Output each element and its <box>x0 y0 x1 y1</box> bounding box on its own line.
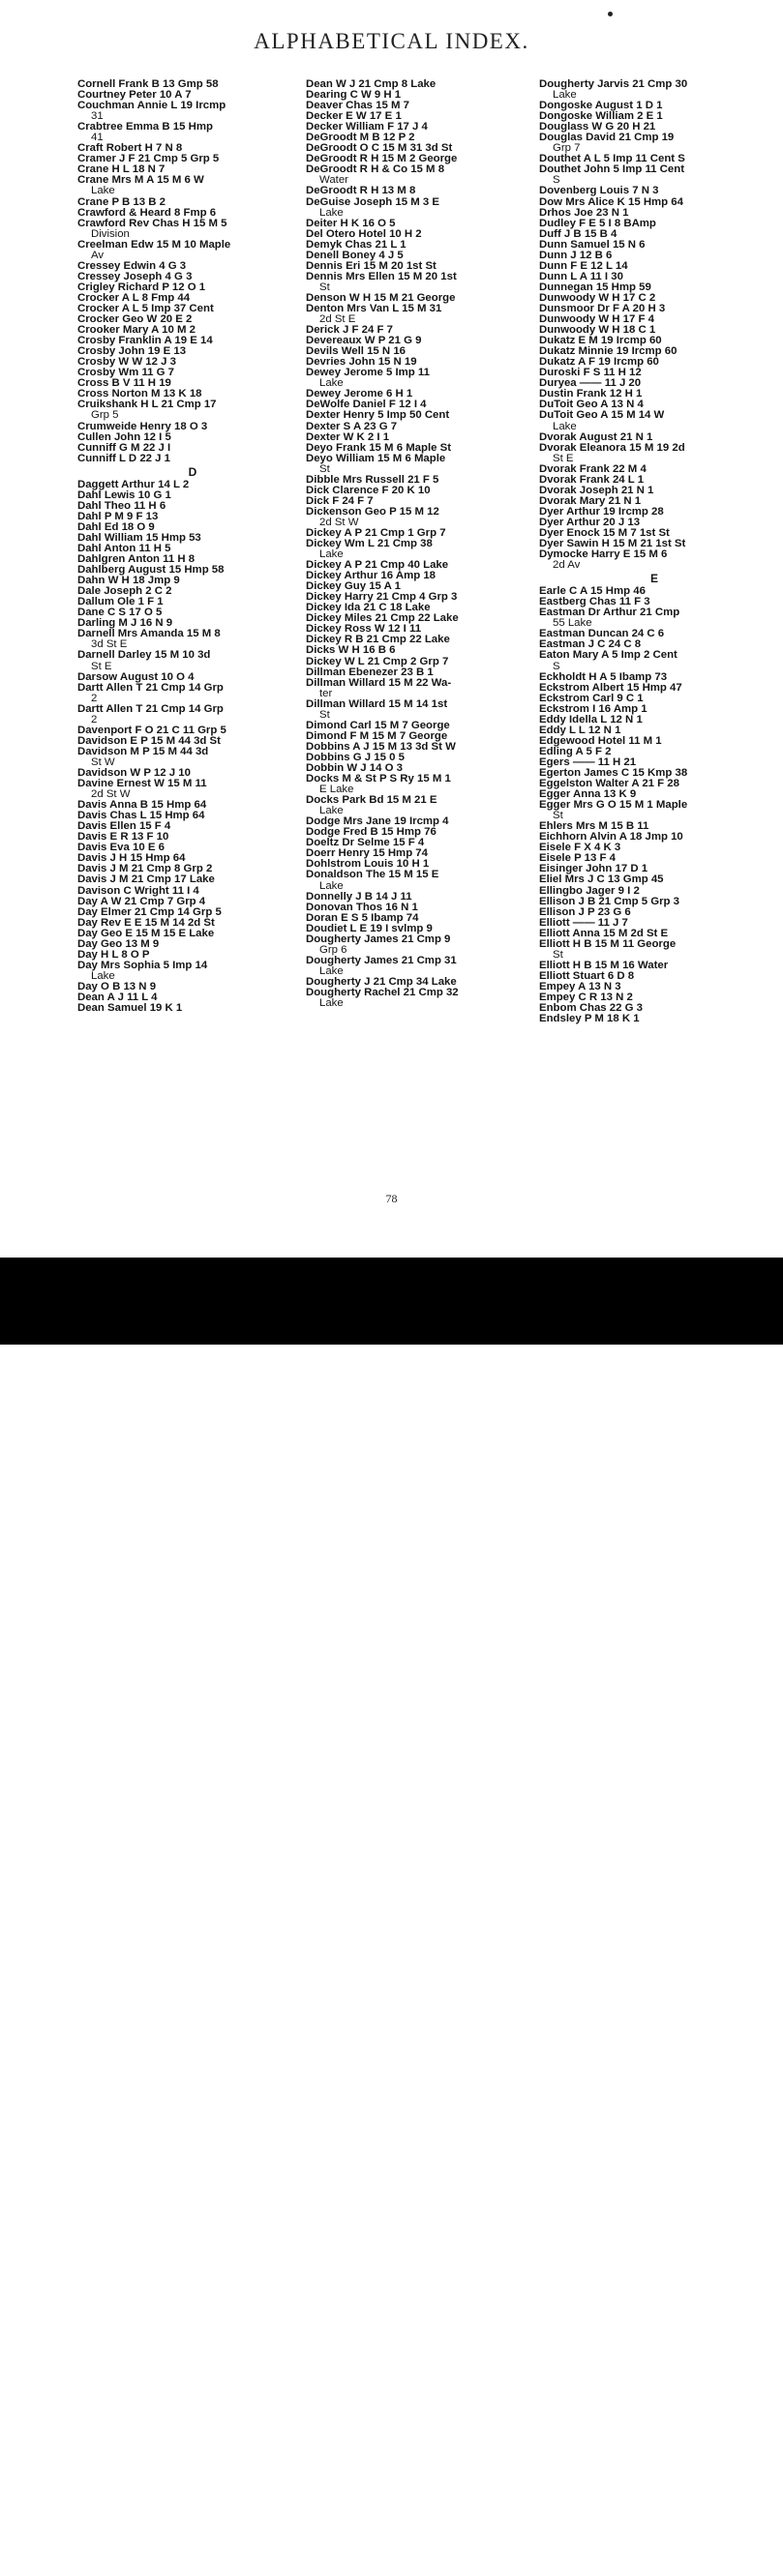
index-entry: Duryea —— 11 J 20 <box>539 378 642 390</box>
index-entry: Dickey W L 21 Cmp 2 Grp 7 <box>306 656 449 667</box>
index-entry: Cruikshank H L 21 Cmp 17 <box>77 400 217 411</box>
index-entry: DeWolfe Daniel F 12 I 4 <box>306 400 427 411</box>
index-entry: Elliott Anna 15 M 2d St E <box>539 928 669 939</box>
index-entry: Dahl Theo 11 H 6 <box>77 500 166 512</box>
index-entry: Dallum Ole 1 F 1 <box>77 597 164 608</box>
index-entry: DeGuise Joseph 15 M 3 E <box>306 196 440 208</box>
index-entry: Cressey Edwin 4 G 3 <box>77 260 187 272</box>
index-entry: Dimond Carl 15 M 7 George <box>306 720 450 731</box>
index-entry: Dane C S 17 O 5 <box>77 607 163 619</box>
index-entry: Dickey Ida 21 C 18 Lake <box>306 603 431 614</box>
index-entry: Dale Joseph 2 C 2 <box>77 586 172 598</box>
index-entry: Egers —— 11 H 21 <box>539 756 637 768</box>
index-entry: Eddy Idella L 12 N 1 <box>539 714 643 725</box>
index-entry: Dexter S A 23 G 7 <box>306 421 398 432</box>
index-entry: Dartt Allen T 21 Cmp 14 Grp <box>77 682 224 694</box>
index-entry-continuation: 55 Lake <box>553 618 592 630</box>
index-entry: Cramer J F 21 Cmp 5 Grp 5 <box>77 154 220 165</box>
index-entry: Dibble Mrs Russell 21 F 5 <box>306 474 439 486</box>
index-entry-continuation: 2d St W <box>319 517 359 528</box>
index-entry: Dexter W K 2 I 1 <box>306 431 390 443</box>
index-entry: Eastman Dr Arthur 21 Cmp <box>539 607 680 619</box>
index-entry: Douthet John 5 Imp 11 Cent <box>539 164 684 176</box>
index-entry: Dickey A P 21 Cmp 40 Lake <box>306 560 449 572</box>
index-entry: Dunnegan 15 Hmp 59 <box>539 281 651 293</box>
index-entry: DuToit Geo A 15 M 14 W <box>539 410 665 422</box>
index-entry: Duroski F S 11 H 12 <box>539 368 642 379</box>
index-entry: Crawford Rev Chas H 15 M 5 <box>77 218 227 229</box>
index-page <box>0 0 783 1258</box>
index-entry-continuation: Lake <box>319 806 344 817</box>
index-entry: Dougherty Jarvis 21 Cmp 30 <box>539 79 688 90</box>
index-entry: Doudiet L E 19 I svlmp 9 <box>306 923 433 934</box>
index-entry: Douthet A L 5 Imp 11 Cent S <box>539 154 685 165</box>
index-entry: Crane P B 13 B 2 <box>77 196 166 208</box>
index-entry: Couchman Annie L 19 Ircmp <box>77 101 226 112</box>
index-entry: Elliott Stuart 6 D 8 <box>539 970 635 982</box>
index-entry: Davine Ernest W 15 M 11 <box>77 779 207 790</box>
index-entry: Dunn J 12 B 6 <box>539 250 613 261</box>
index-entry: Drhos Joe 23 N 1 <box>539 207 629 219</box>
index-entry: Dahl P M 9 F 13 <box>77 511 159 522</box>
index-entry: Douglas David 21 Cmp 19 <box>539 133 675 144</box>
index-entry: Dvorak Frank 22 M 4 <box>539 463 647 475</box>
index-entry: Doeltz Dr Selme 15 F 4 <box>306 838 425 849</box>
index-entry: Davison C Wright 11 I 4 <box>77 885 199 897</box>
index-entry: Davis E R 13 F 10 <box>77 832 169 844</box>
index-entry: Cressey Joseph 4 G 3 <box>77 271 193 282</box>
index-entry: Cunniff G M 22 J I <box>77 442 171 454</box>
index-entry: Dean A J 11 L 4 <box>77 992 158 1003</box>
index-entry: Dukatz Minnie 19 Ircmp 60 <box>539 346 678 358</box>
index-entry: Dickey Wm L 21 Cmp 38 <box>306 539 433 550</box>
index-entry: Ellingbo Jager 9 I 2 <box>539 885 640 897</box>
index-entry: Davidson W P 12 J 10 <box>77 768 191 779</box>
index-entry-continuation: 2 <box>91 693 98 704</box>
index-entry: Davidson M P 15 M 44 3d <box>77 746 209 757</box>
index-entry: Crosby W W 12 J 3 <box>77 357 176 369</box>
index-entry: Day H L 8 O P <box>77 949 150 961</box>
index-entry: Docks M & St P S Ry 15 M 1 <box>306 774 451 785</box>
index-entry: Creelman Edw 15 M 10 Maple <box>77 239 231 251</box>
index-entry: Eisele F X 4 K 3 <box>539 843 621 854</box>
index-entry: Davis Eva 10 E 6 <box>77 843 165 854</box>
index-entry: Dexter Henry 5 Imp 50 Cent <box>306 410 450 422</box>
index-entry: Douglass W G 20 H 21 <box>539 122 656 133</box>
index-entry: Deyo William 15 M 6 Maple <box>306 453 446 464</box>
index-entry: Davenport F O 21 C 11 Grp 5 <box>77 725 226 736</box>
index-entry: Dahl William 15 Hmp 53 <box>77 532 201 544</box>
index-entry: DeGroodt O C 15 M 31 3d St <box>306 143 453 155</box>
index-entry-continuation: Lake <box>553 90 577 102</box>
index-entry: Devries John 15 N 19 <box>306 357 417 369</box>
index-entry-continuation: St E <box>553 453 574 464</box>
index-entry: Enbom Chas 22 G 3 <box>539 1003 643 1015</box>
page-number: 78 <box>385 1192 398 1205</box>
index-entry: Day Geo 13 M 9 <box>77 938 160 950</box>
index-entry: Craft Robert H 7 N 8 <box>77 143 183 155</box>
index-entry-continuation: 3d St E <box>91 639 128 651</box>
index-entry: Dvorak Joseph 21 N 1 <box>539 485 654 496</box>
index-entry: Eckstrom I 16 Amp 1 <box>539 703 647 715</box>
index-entry: Dyer Arthur 19 Ircmp 28 <box>539 506 664 518</box>
index-entry: Deyo Frank 15 M 6 Maple St <box>306 442 452 454</box>
index-entry: Doran E S 5 Ibamp 74 <box>306 912 419 924</box>
index-entry: Davidson E P 15 M 44 3d St <box>77 735 221 747</box>
index-entry: Dahl Anton 11 H 5 <box>77 544 171 555</box>
index-entry: Crocker A L 8 Fmp 44 <box>77 292 191 304</box>
index-entry: Davis J M 21 Cmp 17 Lake <box>77 874 215 886</box>
index-entry-continuation: S <box>553 175 560 187</box>
index-column-2 <box>306 79 536 1009</box>
index-entry: Decker William F 17 J 4 <box>306 122 428 133</box>
section-letter: D <box>188 464 197 479</box>
index-entry: Dunn F E 12 L 14 <box>539 260 628 272</box>
index-entry: Davis Chas L 15 Hmp 64 <box>77 811 205 822</box>
index-entry: DeGroodt M B 12 P 2 <box>306 133 415 144</box>
index-entry: Dennis Eri 15 M 20 1st St <box>306 260 437 272</box>
index-entry: Dunn L A 11 I 30 <box>539 271 623 282</box>
index-entry: Dovenberg Louis 7 N 3 <box>539 186 659 197</box>
index-entry: Elliott H B 15 M 16 Water <box>539 960 669 971</box>
index-entry: Dennis Mrs Ellen 15 M 20 1st <box>306 271 457 282</box>
index-entry: Edgewood Hotel 11 M 1 <box>539 735 662 747</box>
index-entry: Cross B V 11 H 19 <box>77 378 171 390</box>
index-entry: Dickey R B 21 Cmp 22 Lake <box>306 635 450 646</box>
index-entry: Day Rev E E 15 M 14 2d St <box>77 917 215 929</box>
index-entry-continuation: Lake <box>319 378 344 390</box>
index-entry: Dukatz A F 19 Ircmp 60 <box>539 357 659 369</box>
index-entry: Eggelston Walter A 21 F 28 <box>539 779 679 790</box>
index-entry: Eastberg Chas 11 F 3 <box>539 597 650 608</box>
index-entry: Dvorak August 21 N 1 <box>539 431 653 443</box>
index-entry: Dimond F M 15 M 7 George <box>306 730 448 742</box>
index-entry: Dahl Ed 18 O 9 <box>77 521 155 533</box>
index-entry: Devils Well 15 N 16 <box>306 346 406 358</box>
index-entry: Crawford & Heard 8 Fmp 6 <box>77 207 217 219</box>
index-entry: Docks Park Bd 15 M 21 E <box>306 795 437 807</box>
index-entry: Dyer Enock 15 M 7 1st St <box>539 527 670 539</box>
ink-dot <box>608 12 613 16</box>
image-id-block <box>647 2540 744 2567</box>
index-entry-continuation: St <box>553 811 563 822</box>
index-entry: Dick Clarence F 20 K 10 <box>306 485 431 496</box>
index-entry-continuation: 41 <box>91 133 104 144</box>
index-entry-continuation: E Lake <box>319 785 354 796</box>
watermark-bar <box>0 1258 783 2575</box>
index-entry: Dougherty Rachel 21 Cmp 32 <box>306 987 459 998</box>
index-entry: Eisinger John 17 D 1 <box>539 864 648 875</box>
section-letter: E <box>649 572 658 586</box>
index-entry: Dodge Mrs Jane 19 Ircmp 4 <box>306 816 449 828</box>
index-entry: Crigley Richard P 12 O 1 <box>77 281 206 293</box>
index-entry: Dewey Jerome 6 H 1 <box>306 389 413 400</box>
index-entry: Deiter H K 16 O 5 <box>306 218 396 229</box>
index-entry-continuation: St <box>319 709 330 721</box>
index-entry: Dougherty James 21 Cmp 9 <box>306 933 451 945</box>
index-entry: Dodge Fred B 15 Hmp 76 <box>306 827 437 839</box>
index-entry: Donnelly J B 14 J 11 <box>306 891 412 903</box>
index-entry: Dickenson Geo P 15 M 12 <box>306 506 439 518</box>
alamy-logo: alamy <box>29 2532 135 2575</box>
index-entry: Cornell Frank B 13 Gmp 58 <box>77 79 219 90</box>
index-entry: Eichhorn Alvin A 18 Jmp 10 <box>539 832 683 844</box>
index-entry: Earle C A 15 Hmp 46 <box>539 586 646 598</box>
image-id: Image ID: 3AR0TPG <box>647 2541 744 2553</box>
index-entry: Dobbins G J 15 0 5 <box>306 752 405 763</box>
index-entry: Dickey Miles 21 Cmp 22 Lake <box>306 613 459 625</box>
index-entry-continuation: 2d Av <box>553 560 581 572</box>
index-entry: Crumweide Henry 18 O 3 <box>77 421 208 432</box>
index-entry: Crocker Geo W 20 E 2 <box>77 314 193 326</box>
index-entry: Darnell Darley 15 M 10 3d <box>77 650 211 662</box>
index-entry: Elliott —— 11 J 7 <box>539 917 628 929</box>
index-entry: Eaton Mary A 5 Imp 2 Cent <box>539 650 678 662</box>
index-entry: Ellison J B 21 Cmp 5 Grp 3 <box>539 896 679 907</box>
index-entry-continuation: S <box>553 661 560 672</box>
index-entry: Ellison J P 23 G 6 <box>539 906 631 918</box>
index-entry: Dicks W H 16 B 6 <box>306 645 396 657</box>
index-entry: Dean Samuel 19 K 1 <box>77 1003 183 1015</box>
index-entry-continuation: Lake <box>319 998 344 1010</box>
index-entry-continuation: St <box>553 949 563 961</box>
index-entry: Crosby Wm 11 G 7 <box>77 368 175 379</box>
index-entry: Dahl Lewis 10 G 1 <box>77 489 171 501</box>
index-entry: Eckholdt H A 5 Ibamp 73 <box>539 671 668 683</box>
index-entry: Dillman Ebenezer 23 B 1 <box>306 666 434 678</box>
index-entry-continuation: St W <box>91 756 115 768</box>
index-entry-continuation: 2 <box>91 714 98 725</box>
index-entry-continuation: St E <box>91 661 112 672</box>
index-entry-continuation: 2d St E <box>319 314 356 326</box>
index-entry: Donovan Thos 16 N 1 <box>306 902 418 913</box>
index-entry-continuation: Lake <box>319 549 344 561</box>
index-entry-continuation: Lake <box>91 970 115 982</box>
index-entry: Dohlstrom Louis 10 H 1 <box>306 859 430 871</box>
index-entry: Eastman Duncan 24 C 6 <box>539 629 665 640</box>
index-entry-continuation: 31 <box>91 111 104 123</box>
index-entry: Dahlberg August 15 Hmp 58 <box>77 565 225 577</box>
index-entry: Duff J B 15 B 4 <box>539 228 617 240</box>
index-entry: Darnell Mrs Amanda 15 M 8 <box>77 629 221 640</box>
index-entry: Empey A 13 N 3 <box>539 981 621 992</box>
index-entry: Edling A 5 F 2 <box>539 746 612 757</box>
index-entry: Crosby John 19 E 13 <box>77 346 187 358</box>
index-entry: Del Otero Hotel 10 H 2 <box>306 228 422 240</box>
index-entry: Dickey Arthur 16 Amp 18 <box>306 571 436 582</box>
index-entry: Denson W H 15 M 21 George <box>306 292 456 304</box>
index-entry: Dow Mrs Alice K 15 Hmp 64 <box>539 196 683 208</box>
index-entry: Dunwoody W H 18 C 1 <box>539 325 656 337</box>
index-entry: Day Mrs Sophia 5 Imp 14 <box>77 960 208 971</box>
index-entry-continuation: Lake <box>319 207 344 219</box>
index-entry: Dvorak Mary 21 N 1 <box>539 495 642 507</box>
index-entry: Dyer Arthur 20 J 13 <box>539 517 641 528</box>
index-entry-continuation: 2d St W <box>91 789 131 801</box>
index-entry: Denell Boney 4 J 5 <box>306 250 404 261</box>
index-entry-continuation: Water <box>319 175 348 187</box>
index-entry: Dewey Jerome 5 Imp 11 <box>306 368 430 379</box>
index-entry: DeGroodt R H 13 M 8 <box>306 186 416 197</box>
index-entry: Cunniff L D 22 J 1 <box>77 453 170 464</box>
index-entry: Dustin Frank 12 H 1 <box>539 389 643 400</box>
index-entry: Egerton James C 15 Kmp 38 <box>539 768 688 779</box>
index-entry: Devereaux W P 21 G 9 <box>306 336 422 347</box>
index-entry: Eddy L L 12 N 1 <box>539 725 621 736</box>
index-entry: Dudley F E 5 I 8 BAmp <box>539 218 656 229</box>
index-entry-continuation: Grp 6 <box>319 944 347 956</box>
index-entry: Dick F 24 F 7 <box>306 495 374 507</box>
index-entry: Doerr Henry 15 Hmp 74 <box>306 848 428 860</box>
index-entry: Denton Mrs Van L 15 M 31 <box>306 303 442 314</box>
index-entry: Day O B 13 N 9 <box>77 981 157 992</box>
index-entry: Day Elmer 21 Cmp 14 Grp 5 <box>77 906 222 918</box>
index-entry: Elliott H B 15 M 11 George <box>539 938 677 950</box>
index-entry: Daggett Arthur 14 L 2 <box>77 479 190 490</box>
index-entry: Day A W 21 Cmp 7 Grp 4 <box>77 896 206 907</box>
index-entry: Dukatz E M 19 Ircmp 60 <box>539 336 662 347</box>
index-column-1 <box>77 79 308 1014</box>
index-entry: Crosby Franklin A 19 E 14 <box>77 336 213 347</box>
index-entry-continuation: Lake <box>319 965 344 977</box>
index-entry: Egger Anna 13 K 9 <box>539 789 637 801</box>
index-entry: Deaver Chas 15 M 7 <box>306 101 410 112</box>
index-entry: Dickey A P 21 Cmp 1 Grp 7 <box>306 527 446 539</box>
index-entry: Egger Mrs G O 15 M 1 Maple <box>539 800 688 812</box>
index-entry: Dymocke Harry E 15 M 6 <box>539 549 668 561</box>
index-entry: Dunn Samuel 15 N 6 <box>539 239 646 251</box>
index-entry: Crooker Mary A 10 M 2 <box>77 325 196 337</box>
index-entry: Dartt Allen T 21 Cmp 14 Grp <box>77 703 224 715</box>
index-entry-continuation: Grp 7 <box>553 143 581 155</box>
index-entry: Dongoske August 1 D 1 <box>539 101 663 112</box>
index-entry-continuation: Av <box>91 250 105 261</box>
index-entry: Eliel Mrs J C 13 Gmp 45 <box>539 874 664 886</box>
index-entry: Crane Mrs M A 15 M 6 W <box>77 175 204 187</box>
index-entry: Decker E W 17 E 1 <box>306 111 402 123</box>
index-entry: Davis J H 15 Hmp 64 <box>77 853 186 865</box>
index-entry: Dickey Harry 21 Cmp 4 Grp 3 <box>306 592 458 604</box>
index-entry: Ehlers Mrs M 15 B 11 <box>539 821 649 833</box>
index-entry: Davis J M 21 Cmp 8 Grp 2 <box>77 864 213 875</box>
index-entry: DuToit Geo A 13 N 4 <box>539 400 644 411</box>
index-entry-continuation: Lake <box>319 880 344 892</box>
index-entry: Eckstrom Albert 15 Hmp 47 <box>539 682 682 694</box>
index-entry: DeGroodt R H 15 M 2 George <box>306 154 458 165</box>
index-entry-continuation: ter <box>319 688 333 699</box>
index-entry: Dickey Ross W 12 I 11 <box>306 624 422 636</box>
index-entry: Endsley P M 18 K 1 <box>539 1014 640 1025</box>
index-entry: Dongoske William 2 E 1 <box>539 111 663 123</box>
index-entry: Dougherty J 21 Cmp 34 Lake <box>306 976 457 988</box>
index-entry: Dahn W H 18 Jmp 9 <box>77 576 180 587</box>
index-entry: Cross Norton M 13 K 18 <box>77 389 202 400</box>
index-entry: Crabtree Emma B 15 Hmp <box>77 122 213 133</box>
site-url: www.alamy.com <box>668 2555 744 2566</box>
index-entry-continuation: Lake <box>91 186 115 197</box>
index-entry-continuation: St <box>319 463 330 475</box>
index-entry: Darling M J 16 N 9 <box>77 618 173 630</box>
index-entry: Davis Anna B 15 Hmp 64 <box>77 800 207 812</box>
index-entry-continuation: Division <box>91 228 130 240</box>
index-entry: Dvorak Frank 24 L 1 <box>539 474 645 486</box>
index-entry: Donaldson The 15 M 15 E <box>306 870 439 881</box>
index-entry: Dunwoody W H 17 C 2 <box>539 292 656 304</box>
index-entry: Crane H L 18 N 7 <box>77 164 166 176</box>
index-column-3 <box>539 79 769 1024</box>
index-entry: Dillman Willard 15 M 14 1st <box>306 698 448 710</box>
index-entry: Dahlgren Anton 11 H 8 <box>77 554 196 566</box>
index-entry: Darsow August 10 O 4 <box>77 671 195 683</box>
index-entry: Dobbin W J 14 O 3 <box>306 763 403 774</box>
index-entry: Dvorak Eleanora 15 M 19 2d <box>539 442 685 454</box>
index-entry-continuation: Lake <box>553 421 577 432</box>
index-entry: Dyer Sawin H 15 M 21 1st St <box>539 539 686 550</box>
index-entry: Davis Ellen 15 F 4 <box>77 821 171 833</box>
index-entry-continuation: St <box>319 281 330 293</box>
index-entry: Cullen John 12 I 5 <box>77 431 171 443</box>
index-entry: Eckstrom Carl 9 C 1 <box>539 693 644 704</box>
index-entry-continuation: Grp 5 <box>91 410 119 422</box>
index-entry: Courtney Peter 10 A 7 <box>77 90 192 102</box>
index-entry: Dobbins A J 15 M 13 3d St W <box>306 741 456 753</box>
index-entry: Eastman J C 24 C 8 <box>539 639 642 651</box>
index-entry: Dean W J 21 Cmp 8 Lake <box>306 79 437 90</box>
index-entry: Derick J F 24 F 7 <box>306 325 393 337</box>
index-entry: Dearing C W 9 H 1 <box>306 90 402 102</box>
index-entry: Eisele P 13 F 4 <box>539 853 616 865</box>
index-entry: Demyk Chas 21 L 1 <box>306 239 407 251</box>
index-entry: Dickey Guy 15 A 1 <box>306 581 401 593</box>
index-entry: Empey C R 13 N 2 <box>539 992 633 1003</box>
index-entry: Dunsmoor Dr F A 20 H 3 <box>539 303 666 314</box>
index-entry: Dunwoody W H 17 F 4 <box>539 314 654 326</box>
page-title: ALPHABETICAL INDEX. <box>254 29 529 53</box>
index-entry: Dougherty James 21 Cmp 31 <box>306 955 457 966</box>
index-entry: Day Geo E 15 M 15 E Lake <box>77 928 215 939</box>
index-entry: DeGroodt R H & Co 15 M 8 <box>306 164 445 176</box>
index-entry: Dillman Willard 15 M 22 Wa- <box>306 677 452 689</box>
index-entry: Crocker A L 5 Imp 37 Cent <box>77 303 214 314</box>
